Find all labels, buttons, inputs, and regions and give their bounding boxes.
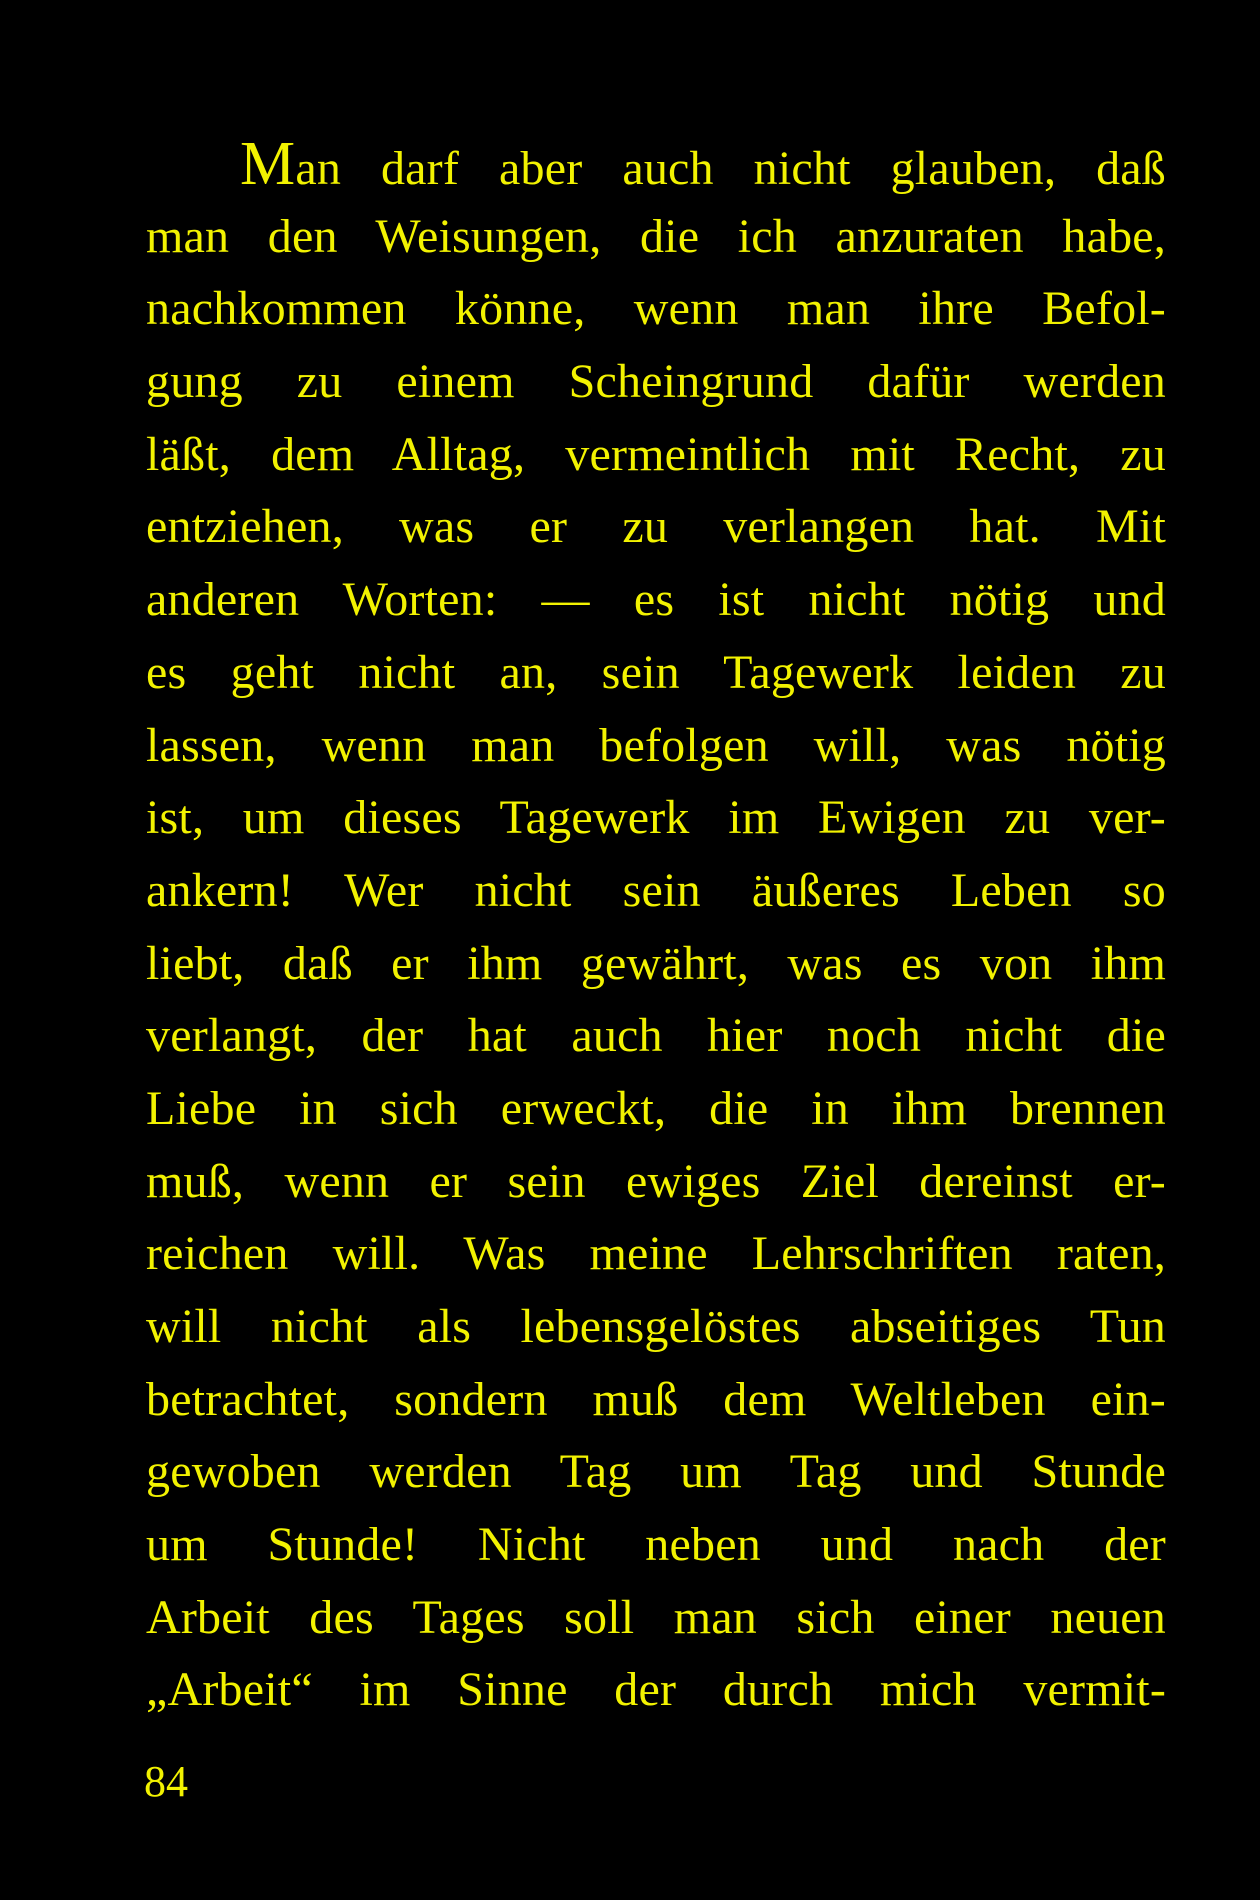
text-line-8: es geht nicht an, sein Tagewerk leiden zu — [146, 645, 1166, 699]
text-line-7: anderen Worten: — es ist nicht nötig und — [146, 573, 1166, 627]
text-line-12: liebt, daß er ihm gewährt, was es von ihm — [146, 936, 1166, 990]
text-line-10: ist, um dieses Tagewerk im Ewigen zu ver- — [146, 791, 1166, 845]
text-line-16: reichen will. Was meine Lehrschriften raten, — [146, 1227, 1166, 1281]
text-line-22: „Arbeit“ im Sinne der durch mich vermit- — [146, 1663, 1166, 1717]
text-line-4: gung zu einem Scheingrund dafür werden — [146, 355, 1166, 409]
first-line-text: an darf aber auch nicht glauben, daß — [295, 142, 1166, 195]
text-line-13: verlangt, der hat auch hier noch nicht die — [146, 1009, 1166, 1063]
text-line-21: Arbeit des Tages soll man sich einer neuen — [146, 1590, 1166, 1644]
text-line-15: muß, wenn er sein ewiges Ziel dereinst er- — [146, 1154, 1166, 1208]
text-line-18: betrachtet, sondern muß dem Weltleben ein- — [146, 1372, 1166, 1426]
text-line-3: nachkommen könne, wenn man ihre Befol- — [146, 282, 1166, 336]
text-line-1 — [146, 128, 1166, 201]
body-paragraph — [146, 128, 1166, 1727]
text-line-14: Liebe in sich erweckt, die in ihm brennen — [146, 1081, 1166, 1135]
text-line-17: will nicht als lebensgelöstes abseitiges Tun — [146, 1300, 1166, 1353]
text-line-5: läßt, dem Alltag, vermeintlich mit Recht, zu — [146, 427, 1166, 481]
text-line-11: ankern! Wer nicht sein äußeres Leben so — [146, 863, 1166, 917]
drop-cap: M — [240, 130, 296, 198]
page-number: 84 — [144, 1757, 188, 1806]
text-line-19: gewoben werden Tag um Tag und Stunde — [146, 1445, 1166, 1499]
text-line-6: entziehen, was er zu verlangen hat. Mit — [146, 500, 1166, 554]
text-line-20: um Stunde! Nicht neben und nach der — [146, 1518, 1166, 1572]
text-line-9: lassen, wenn man befolgen will, was nötig — [146, 718, 1166, 772]
text-line-2: man den Weisungen, die ich anzuraten habe, — [146, 209, 1166, 263]
